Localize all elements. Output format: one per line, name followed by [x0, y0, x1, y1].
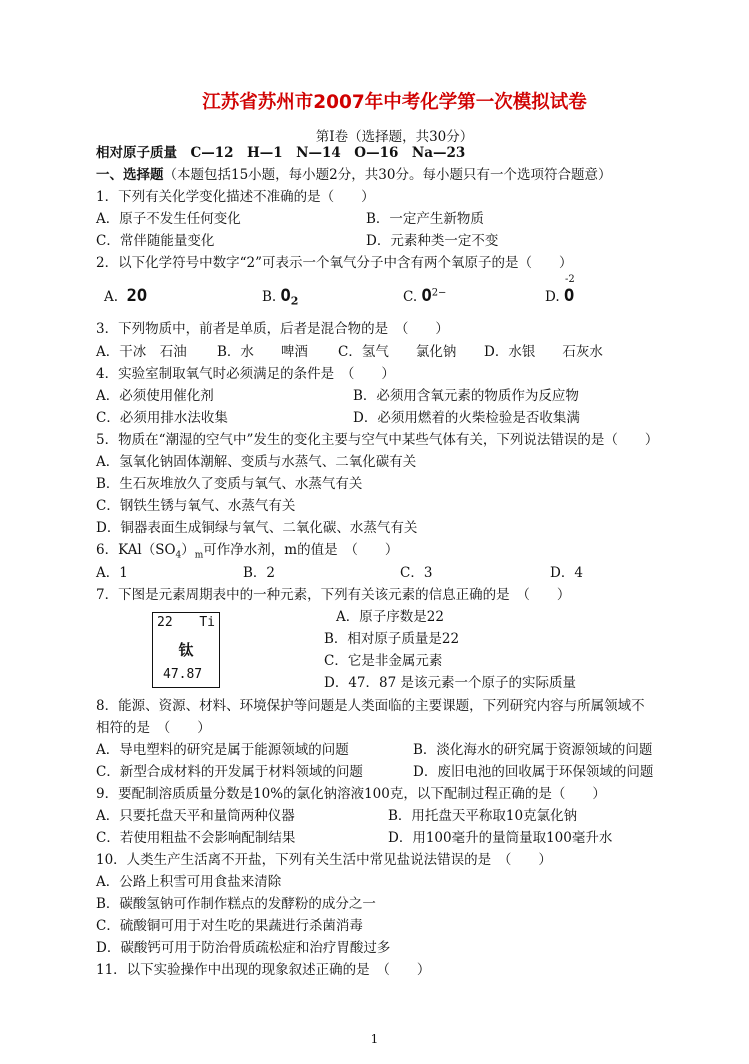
q2-option-c — [403, 286, 446, 306]
q2-b-subscript: 2 — [290, 294, 299, 308]
q4-option-a: A．必须使用催化剂 — [96, 388, 214, 404]
page-number: 1 — [370, 1032, 379, 1046]
q8-option-b: B．淡化海水的研究属于资源领域的问题 — [413, 742, 653, 758]
q9-option-a: A．只要托盘天平和量筒两种仪器 — [96, 808, 295, 824]
q3-option-a: A．干冰 石油 — [96, 344, 187, 360]
q11-stem: 11．以下实验操作中出现的现象叙述正确的是 （ ） — [96, 962, 431, 978]
q2-b-label: B. — [262, 289, 277, 305]
q9-option-b: B．用托盘天平称取10克氯化钠 — [388, 808, 578, 824]
q5-option-d: D．铜器表面生成铜绿与氧气、二氧化碳、水蒸气有关 — [96, 520, 418, 536]
q2-b-symbol: O — [280, 286, 291, 306]
q10-option-a: A．公路上积雪可用食盐来清除 — [96, 874, 282, 890]
q6-option-b: B．2 — [243, 565, 276, 581]
q1-option-c: C．常伴随能量变化 — [96, 233, 215, 249]
q3-option-c: C．氢气 氯化钠 — [338, 344, 457, 360]
q9-option-d: D．用100毫升的量筒量取100毫升水 — [388, 830, 613, 846]
element-atomic-mass: 47.87 — [163, 667, 203, 682]
q1-option-a: A．原子不发生任何变化 — [96, 211, 241, 227]
q10-option-d: D．碳酸钙可用于防治骨质疏松症和治疗胃酸过多 — [96, 940, 391, 956]
q2-d-symbol: O — [563, 286, 575, 306]
q8-stem-line2: 相符的是 （ ） — [96, 720, 211, 736]
q2-a-symbol: 2O — [126, 286, 148, 306]
q2-option-b — [262, 286, 298, 308]
q3-stem: 3．下列物质中，前者是单质，后者是混合物的是 （ ） — [96, 321, 449, 337]
section-desc: （本题包括15小题，每小题2分，共30分。每小题只有一个选项符合题意） — [163, 167, 612, 183]
q9-stem: 9．要配制溶质质量分数是10%的氯化钠溶液100克，以下配制过程正确的是（ ） — [96, 786, 606, 802]
q4-option-b: B．必须用含氧元素的物质作为反应物 — [353, 388, 579, 404]
q8-stem-line1: 8．能源、资源、材料、环境保护等问题是人类面临的主要课题，下列研究内容与所属领域不 — [96, 698, 645, 714]
q4-option-c: C．必须用排水法收集 — [96, 410, 228, 426]
q7-option-b: B．相对原子质量是22 — [324, 631, 460, 647]
q4-option-d: D．必须用燃着的火柴检验是否收集满 — [353, 410, 580, 426]
q6-option-c: C．3 — [400, 565, 433, 581]
q2-c-symbol: O — [421, 286, 432, 306]
q10-option-c: C．硫酸铜可用于对生吃的果蔬进行杀菌消毒 — [96, 918, 363, 934]
q2-d-superscript: -2 — [564, 274, 575, 285]
atomic-mass-line: 相对原子质量 C—12 H—1 N—14 O—16 Na—23 — [96, 145, 466, 161]
q6-stem-pre: 6．KAl（SO — [96, 542, 176, 558]
q3-option-d: D．水银 石灰水 — [484, 344, 603, 360]
element-name: 钛 — [178, 641, 194, 659]
q7-option-a: A．原子序数是22 — [336, 609, 444, 625]
q4-stem: 4．实验室制取氧气时必须满足的条件是 （ ） — [96, 366, 395, 382]
q10-stem: 10．人类生产生活离不开盐，下列有关生活中常见盐说法错误的是 （ ） — [96, 852, 552, 868]
section-head: 一、选择题 — [96, 167, 164, 183]
volume-heading: 第Ⅰ卷（选择题，共30分） — [315, 129, 474, 145]
q6-option-d: D．4 — [550, 565, 583, 581]
q6-sub-4: 4 — [175, 550, 182, 561]
q7-stem: 7．下图是元素周期表中的一种元素，下列有关该元素的信息正确的是 （ ） — [96, 587, 571, 603]
q8-option-c: C．新型合成材料的开发属于材料领域的问题 — [96, 764, 363, 780]
q2-option-a — [104, 286, 147, 306]
q1-option-d: D．元素种类一定不变 — [366, 233, 499, 249]
q5-option-b: B．生石灰堆放久了变质与氧气、水蒸气有关 — [96, 476, 363, 492]
element-atomic-number: 22 — [157, 615, 173, 630]
q2-d-label: D. — [545, 289, 560, 305]
q6-stem-post: 可作净水剂，m的值是 （ ） — [203, 542, 399, 558]
q2-stem: 2．以下化学符号中数字“2”可表示一个氧气分子中含有两个氧原子的是（ ） — [96, 255, 573, 271]
q8-option-d: D．废旧电池的回收属于环保领域的问题 — [413, 764, 654, 780]
q3-option-b: B．水 啤酒 — [217, 344, 308, 360]
q6-stem-mid: ） — [181, 542, 195, 558]
q5-option-c: C．钢铁生锈与氧气、水蒸气有关 — [96, 498, 296, 514]
q2-c-superscript: 2− — [431, 287, 447, 299]
q1-option-b: B．一定产生新物质 — [366, 211, 484, 227]
q1-stem: 1．下列有关化学变化描述不准确的是（ ） — [96, 189, 375, 205]
q9-option-c: C．若使用粗盐不会影响配制结果 — [96, 830, 296, 846]
q6-sub-m: m — [194, 550, 204, 561]
q2-c-label: C. — [403, 289, 418, 305]
exam-title: 江苏省苏州市2007年中考化学第一次模拟试卷 — [202, 92, 587, 113]
q7-option-d: D．47．87 是该元素一个原子的实际质量 — [324, 675, 576, 691]
section-heading — [96, 166, 611, 184]
q5-stem: 5．物质在“潮湿的空气中”发生的变化主要与空气中某些气体有关，下列说法错误的是（ ） — [96, 432, 659, 448]
q2-option-d — [545, 274, 575, 306]
element-symbol: Ti — [199, 615, 215, 630]
q10-option-b: B．碳酸氢钠可作制作糕点的发酵粉的成分之一 — [96, 896, 376, 912]
q6-option-a: A．1 — [96, 565, 128, 581]
periodic-element-cell — [152, 612, 220, 688]
q6-stem — [96, 541, 398, 565]
q7-option-c: C．它是非金属元素 — [324, 653, 443, 669]
q5-option-a: A．氢氧化钠固体潮解、变质与水蒸气、二氧化碳有关 — [96, 454, 417, 470]
q2-a-label: A. — [104, 289, 119, 305]
q8-option-a: A．导电塑料的研究是属于能源领域的问题 — [96, 742, 349, 758]
